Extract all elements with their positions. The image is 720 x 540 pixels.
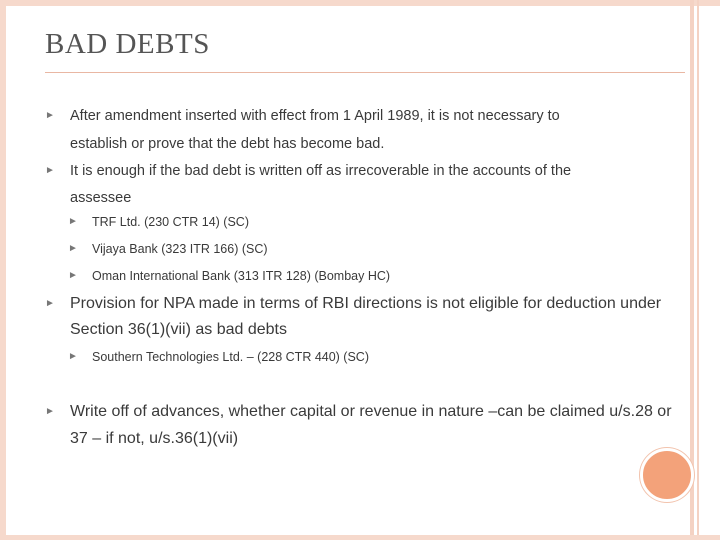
frame-top-border [0, 0, 720, 6]
bullet-arrow-icon: ► [45, 165, 55, 176]
case-citation-oman: Oman International Bank (313 ITR 128) (Bombay HC) [92, 269, 391, 283]
bullet-1-line-2: establish or prove that the debt has become bad. [70, 136, 385, 152]
bullet-4-line-2: 37 – if not, u/s.36(1)(vii) [70, 430, 239, 447]
bullet-arrow-icon: ► [45, 406, 55, 417]
title-divider [45, 72, 685, 73]
slide-title: BAD DEBTS [45, 28, 210, 60]
bullet-arrow-icon: ► [45, 110, 55, 121]
bullet-arrow-icon: ► [45, 298, 55, 309]
frame-right-inner-border [697, 0, 699, 540]
frame-left-border [0, 0, 6, 540]
bullet-3-line-1: Provision for NPA made in terms of RBI directions is not eligible for deduction under [70, 295, 662, 312]
bullet-1-line-1: After amendment inserted with effect from 1 April 1989, it is not necessary to [70, 108, 560, 124]
case-citation-vijaya: Vijaya Bank (323 ITR 166) (SC) [92, 242, 268, 256]
bullet-3-line-2: Section 36(1)(vii) as bad debts [70, 321, 287, 338]
sub-bullet-arrow-icon: ► [68, 216, 78, 227]
case-citation-trf: TRF Ltd. (230 CTR 14) (SC) [92, 215, 249, 229]
sub-bullet-arrow-icon: ► [68, 243, 78, 254]
bullet-2-line-2: assessee [70, 190, 132, 206]
frame-right-border [690, 0, 694, 540]
bullet-2-line-1: It is enough if the bad debt is written off as irrecoverable in the accounts of the [70, 163, 572, 179]
case-citation-southern: Southern Technologies Ltd. – (228 CTR 440) (SC) [92, 350, 370, 364]
bullet-4-line-1: Write off of advances, whether capital or revenue in nature –can be claimed u/s.28 or [70, 403, 672, 420]
sub-bullet-arrow-icon: ► [68, 270, 78, 281]
frame-bottom-border [0, 535, 720, 540]
sub-bullet-arrow-icon: ► [68, 351, 78, 362]
decorative-circle [640, 448, 694, 502]
